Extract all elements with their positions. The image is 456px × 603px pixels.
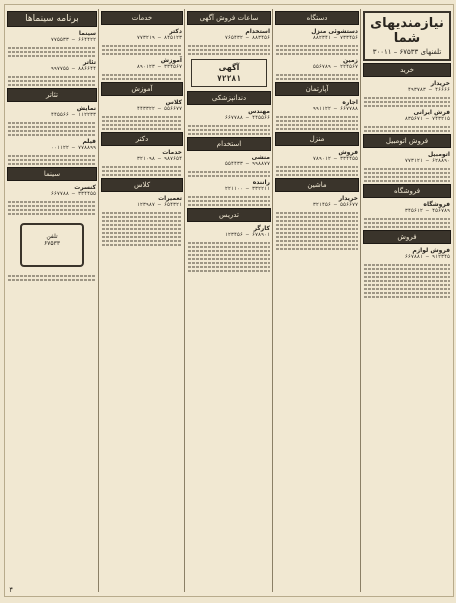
section-header: دکتر bbox=[101, 132, 183, 146]
classified-ad: استخدام ۸۸۳۴۵۶ – ۷۶۵۴۳۲ bbox=[224, 28, 270, 41]
section-header: تدریس bbox=[187, 208, 271, 222]
section-header: خدمات bbox=[101, 11, 183, 25]
classified-ad: فرش ایرانی ۷۴۳۲۱۵ – ۸۳۵۶۷۱ bbox=[404, 109, 450, 122]
classified-ad: فروشگاه ۴۵۶۷۸۹ – ۳۴۵۶۱۲ bbox=[404, 201, 450, 214]
classified-ad: دکتر ۸۴۵۱۲۳ – ۷۷۳۲۱۹ bbox=[136, 28, 182, 41]
page-number: ۴ bbox=[9, 586, 14, 594]
classified-ad: اتومبیل ۶۲۸۸۹۰ – ۷۷۳۱۲۱ bbox=[404, 151, 450, 164]
classified-ad: فروش لوازم ۹۱۲۳۴۵ – ۶۶۷۸۸۱ bbox=[404, 247, 450, 260]
section-header: استخدام bbox=[187, 137, 271, 151]
classified-ad: مهندس ۴۴۵۵۶۶ – ۶۶۷۷۸۸ bbox=[224, 108, 270, 121]
section-header: منزل bbox=[275, 132, 359, 146]
section-header: آپارتمان bbox=[275, 82, 359, 96]
newspaper-page bbox=[4, 4, 454, 597]
phone-line: تلفنهای ۶۷۵۳۳ – ۳۰۰۱۱ bbox=[372, 48, 442, 56]
classified-ad: فروش ۳۳۴۴۵۵ – ۷۸۹۰۱۲ bbox=[312, 149, 358, 162]
classified-ad: کلاس ۵۵۶۶۷۷ – ۴۴۳۳۲۲ bbox=[136, 99, 182, 112]
stamp-logo: تلفن ۶۷۵۳۳ bbox=[20, 223, 84, 267]
column-5 bbox=[4, 9, 99, 592]
classified-ad: سینما ۶۶۴۴۲۲ – ۷۷۵۵۳۳ bbox=[50, 30, 96, 43]
section-header: سینما bbox=[7, 167, 97, 181]
classified-ad: کنسرت ۳۳۴۴۵۵ – ۶۶۷۷۸۸ bbox=[50, 184, 96, 197]
column-4 bbox=[98, 9, 185, 592]
section-header: دستگاه bbox=[275, 11, 359, 25]
column-2 bbox=[272, 9, 361, 592]
classified-ad: کارگر ۶۷۸۹۰۱ – ۱۲۳۴۵۶ bbox=[224, 225, 270, 238]
boxed-ad: آگهی ۷۲۲۸۱ bbox=[191, 59, 267, 87]
section-header: خرید bbox=[363, 63, 451, 77]
cinema-header: برنامه سینماها bbox=[7, 11, 97, 27]
classified-ad: راننده ۳۳۲۲۱۱ – ۲۲۱۱۰۰ bbox=[224, 179, 270, 192]
main-title-box bbox=[363, 11, 451, 61]
classified-ad: دستشوئی منزل ۷۳۳۴۵۶ – ۸۸۲۳۴۱ bbox=[311, 28, 358, 41]
column-1 bbox=[360, 9, 453, 592]
classified-ad: تئاتر ۸۸۶۶۴۴ – ۹۹۷۷۵۵ bbox=[50, 59, 96, 72]
section-header: کلاس bbox=[101, 178, 183, 192]
classified-ad: آموزش ۳۳۴۵۶۷ – ۸۹۰۱۲۳ bbox=[136, 57, 182, 70]
classified-ad: خریدار ۴۶۶۶۶ – ۴۹۳۷۸۳ bbox=[407, 80, 450, 93]
classified-ad: تعمیرات ۶۵۴۳۲۱ – ۱۲۳۹۸۷ bbox=[136, 195, 182, 208]
classified-ad: خریدار ۵۵۶۶۷۷ – ۳۲۱۴۵۶ bbox=[312, 195, 358, 208]
section-header: فروش bbox=[363, 230, 451, 244]
classified-ad: اجاره ۶۶۷۷۸۸ – ۹۹۱۱۲۲ bbox=[312, 99, 358, 112]
section-header: دندانپزشکی bbox=[187, 91, 271, 105]
classified-ad: فیلم ۷۷۸۸۹۹ – ۰۰۱۱۲۲ bbox=[50, 138, 96, 151]
page-main-title: نیازمندیهای شما bbox=[370, 16, 444, 46]
section-header: فروشگاه bbox=[363, 184, 451, 198]
section-header: ساعات فروش آگهی bbox=[187, 11, 271, 25]
classified-ad: خدمات ۹۸۷۶۵۴ – ۳۲۱۰۹۸ bbox=[136, 149, 182, 162]
section-header: ماشین bbox=[275, 178, 359, 192]
section-header: تئاتر bbox=[7, 88, 97, 102]
section-header: آموزش bbox=[101, 82, 183, 96]
column-3 bbox=[184, 9, 273, 592]
classified-ad: منشی ۹۹۸۸۷۷ – ۵۵۴۴۳۳ bbox=[224, 154, 270, 167]
classified-ad: نمایش ۱۱۲۲۳۳ – ۴۴۵۵۶۶ bbox=[50, 105, 96, 118]
classified-ad: زمین ۲۲۴۵۶۷ – ۵۵۶۷۸۹ bbox=[312, 57, 358, 70]
section-header: فروش اتومبیل bbox=[363, 134, 451, 148]
